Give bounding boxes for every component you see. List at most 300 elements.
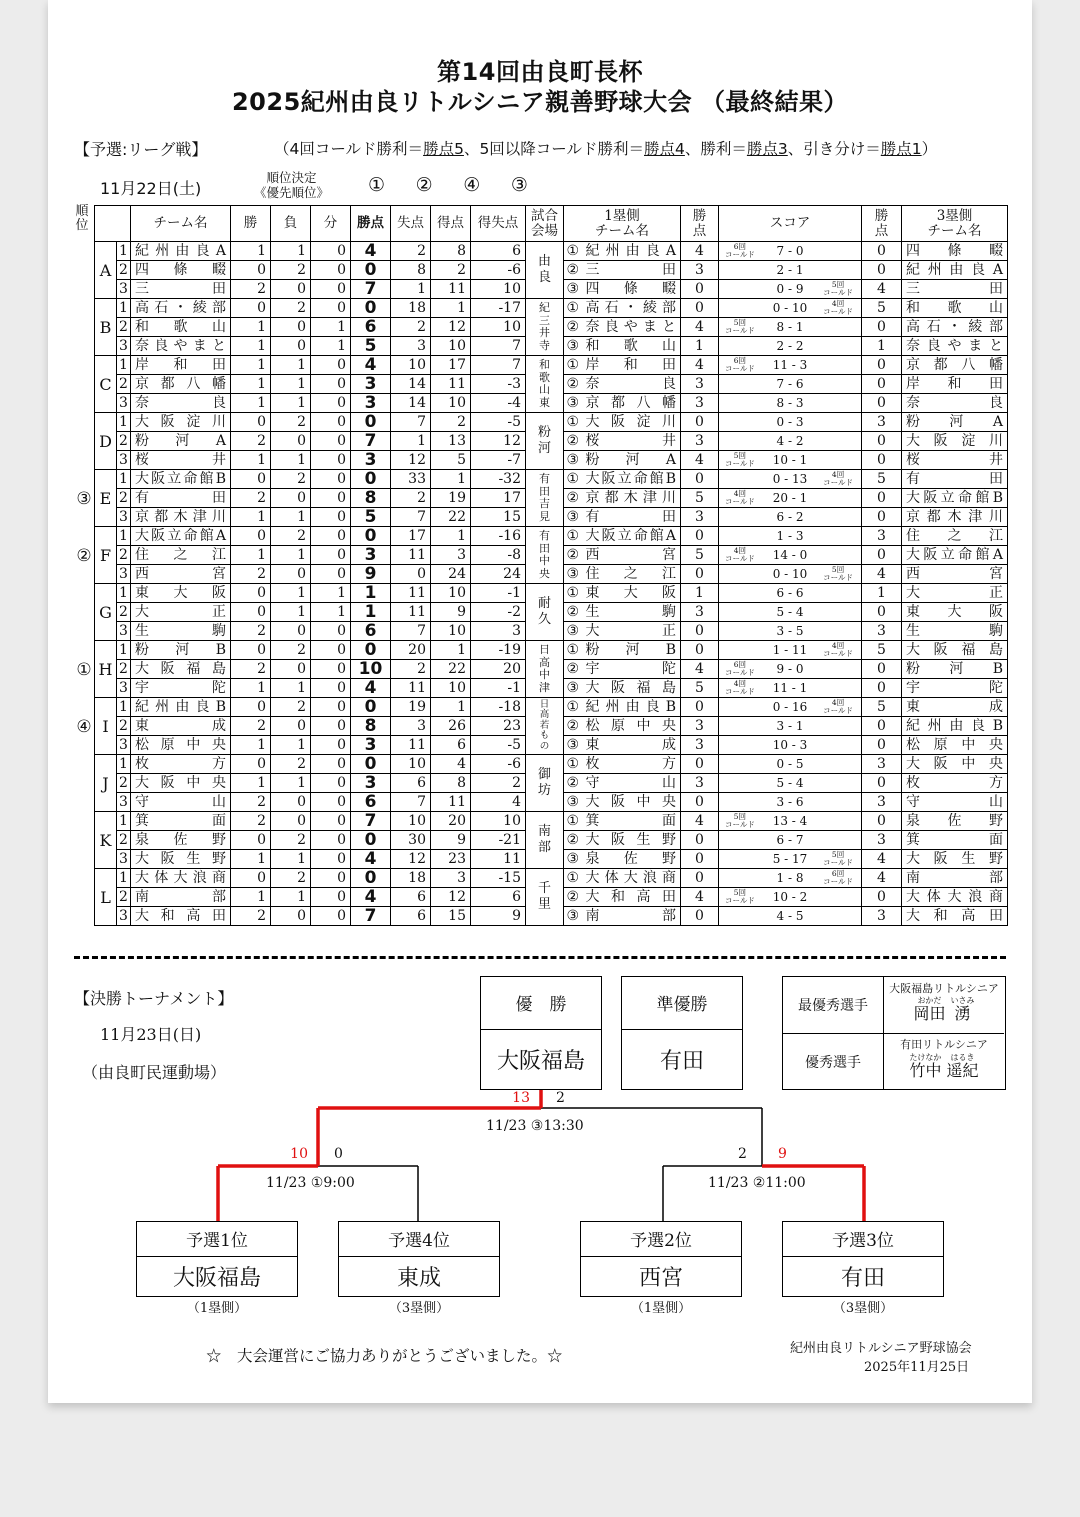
score-first: 10 xyxy=(772,453,788,467)
score-cell xyxy=(719,736,862,755)
wins: 0 xyxy=(231,584,271,603)
points: 7 xyxy=(351,907,391,926)
venue: 日 高 中 津 xyxy=(526,641,564,698)
score-value: 3 - 1 xyxy=(776,719,804,733)
bracket-lines xyxy=(48,1080,1032,1225)
game-number: ① xyxy=(564,584,582,603)
runs-against: 1 xyxy=(391,432,431,451)
score-value: 6 - 7 xyxy=(776,833,804,847)
third-base-team: 奈良 xyxy=(902,394,1008,413)
score-third: 0 xyxy=(795,244,804,258)
run-diff: 11 xyxy=(471,850,526,869)
first-base-team: 大阪福島 xyxy=(582,679,681,698)
third-base-team: 桜井 xyxy=(902,451,1008,470)
first-base-points: 3 xyxy=(681,717,719,736)
team-number: 1 xyxy=(117,527,131,546)
runs-scored: 8 xyxy=(431,242,471,261)
losses: 2 xyxy=(271,299,311,318)
score-third: 8 xyxy=(795,871,804,885)
third-base-points: 1 xyxy=(862,584,902,603)
draws: 1 xyxy=(311,318,351,337)
draws: 0 xyxy=(311,869,351,888)
draws: 0 xyxy=(311,546,351,565)
team-name: 和歌山 xyxy=(131,318,231,337)
priority-3: ④ xyxy=(463,174,481,196)
third-base-team: 有田 xyxy=(902,470,1008,489)
runs-against: 3 xyxy=(391,717,431,736)
team-name: 松原中央 xyxy=(131,736,231,755)
first-base-team: 大阪淀川 xyxy=(582,413,681,432)
runs-scored: 10 xyxy=(431,622,471,641)
team-number: 3 xyxy=(117,793,131,812)
wins: 2 xyxy=(231,812,271,831)
third-base-points: 3 xyxy=(862,622,902,641)
score-third: 10 xyxy=(792,301,808,315)
score-cell xyxy=(719,603,862,622)
score-value: 0 - 13 xyxy=(772,472,808,486)
group-letter: G xyxy=(95,584,117,641)
score-value: 2 - 2 xyxy=(776,339,804,353)
score-first: 3 xyxy=(776,719,785,733)
game-number: ③ xyxy=(564,736,582,755)
called-game-tag: 5回 コールド xyxy=(823,565,853,582)
base-side: （1塁側） xyxy=(630,1301,692,1316)
wins: 0 xyxy=(231,869,271,888)
third-base-team: 大阪生野 xyxy=(902,850,1008,869)
wins: 1 xyxy=(231,356,271,375)
runs-against: 0 xyxy=(391,565,431,584)
group-letter: B xyxy=(95,299,117,356)
team-name: 泉佐野 xyxy=(131,831,231,850)
team-number: 1 xyxy=(117,470,131,489)
draws: 0 xyxy=(311,888,351,907)
losses: 1 xyxy=(271,394,311,413)
third-base-points: 4 xyxy=(862,280,902,299)
runs-against: 6 xyxy=(391,888,431,907)
runs-scored: 24 xyxy=(431,565,471,584)
runs-against: 10 xyxy=(391,755,431,774)
run-diff: -7 xyxy=(471,451,526,470)
first-base-team: 南部 xyxy=(582,907,681,926)
points: 4 xyxy=(351,356,391,375)
first-base-team: 四條畷 xyxy=(582,280,681,299)
organizer: 紀州由良リトルシニア野球協会 xyxy=(790,1341,972,1356)
points: 0 xyxy=(351,261,391,280)
score-first: 1 xyxy=(776,529,785,543)
league-table xyxy=(94,205,1008,926)
game-number: ③ xyxy=(564,850,582,869)
team-number: 1 xyxy=(117,755,131,774)
first-base-points: 0 xyxy=(681,280,719,299)
draws: 0 xyxy=(311,622,351,641)
run-diff: 7 xyxy=(471,356,526,375)
score-value: 0 - 5 xyxy=(776,757,804,771)
score-first: 6 xyxy=(776,833,785,847)
final-label: 【決勝トーナメント】 xyxy=(74,989,234,1008)
losses: 1 xyxy=(271,679,311,698)
score-first: 8 xyxy=(776,320,785,334)
first-base-points: 4 xyxy=(681,356,719,375)
losses: 0 xyxy=(271,622,311,641)
draws: 0 xyxy=(311,755,351,774)
wins: 0 xyxy=(231,261,271,280)
first-base-team: 紀州由良A xyxy=(582,242,681,261)
run-diff: -1 xyxy=(471,584,526,603)
group-letter: H xyxy=(95,641,117,698)
score-third: 0 xyxy=(795,662,804,676)
first-base-points: 0 xyxy=(681,793,719,812)
score-first: 0 xyxy=(772,567,781,581)
run-diff: 12 xyxy=(471,432,526,451)
score-value: 8 - 3 xyxy=(776,396,804,410)
score-cell xyxy=(719,660,862,679)
draws: 0 xyxy=(311,375,351,394)
runs-scored: 1 xyxy=(431,299,471,318)
team-name: 奈良 xyxy=(131,394,231,413)
team-number: 3 xyxy=(117,622,131,641)
run-diff: -6 xyxy=(471,755,526,774)
losses: 1 xyxy=(271,546,311,565)
points: 4 xyxy=(351,850,391,869)
score-third: 1 xyxy=(795,320,804,334)
runs-scored: 12 xyxy=(431,888,471,907)
run-diff: -3 xyxy=(471,375,526,394)
called-game-tag: 4回 コールド xyxy=(725,679,755,696)
run-diff: -21 xyxy=(471,831,526,850)
draws: 0 xyxy=(311,432,351,451)
draws: 0 xyxy=(311,451,351,470)
col-venue: 試合 会場 xyxy=(526,206,564,242)
wins: 0 xyxy=(231,641,271,660)
team-number: 2 xyxy=(117,774,131,793)
runs-scored: 20 xyxy=(431,812,471,831)
runs-scored: 11 xyxy=(431,375,471,394)
draws: 0 xyxy=(311,394,351,413)
third-base-team: 紀州由良B xyxy=(902,717,1008,736)
draws: 0 xyxy=(311,717,351,736)
seed-marker: ② xyxy=(76,546,92,566)
points: 6 xyxy=(351,318,391,337)
score-cell xyxy=(719,717,862,736)
score-value: 8 - 1 xyxy=(776,320,804,334)
col-win: 勝 xyxy=(231,206,271,242)
runs-against: 2 xyxy=(391,489,431,508)
score-cell xyxy=(719,812,862,831)
draws: 0 xyxy=(311,508,351,527)
losses: 1 xyxy=(271,774,311,793)
team-name: 有田 xyxy=(131,489,231,508)
score-first: 1 xyxy=(772,643,781,657)
runner-up-label: 準優勝 xyxy=(622,977,742,1030)
third-base-team: 南部 xyxy=(902,869,1008,888)
team-name: 紀州由良B xyxy=(131,698,231,717)
run-diff: 6 xyxy=(471,242,526,261)
qualifier-rank: 予選4位 xyxy=(339,1222,499,1257)
team-name: 奈良やまと xyxy=(131,337,231,356)
score-value: 0 - 16 xyxy=(772,700,808,714)
runs-against: 7 xyxy=(391,413,431,432)
first-base-team: 粉河B xyxy=(582,641,681,660)
first-base-team: 京都木津川 xyxy=(582,489,681,508)
final-score-1: 13 xyxy=(512,1090,530,1106)
seed-marker: ④ xyxy=(76,717,92,737)
third-base-points: 5 xyxy=(862,470,902,489)
points: 7 xyxy=(351,280,391,299)
score-cell xyxy=(719,470,862,489)
first-base-points: 4 xyxy=(681,888,719,907)
game-number: ③ xyxy=(564,280,582,299)
table-row xyxy=(95,641,1008,660)
third-base-team: 京都八幡 xyxy=(902,356,1008,375)
losses: 0 xyxy=(271,907,311,926)
table-row xyxy=(95,413,1008,432)
third-base-team: 東大阪 xyxy=(902,603,1008,622)
third-base-team: 松原中央 xyxy=(902,736,1008,755)
wins: 0 xyxy=(231,831,271,850)
first-base-points: 0 xyxy=(681,907,719,926)
draws: 0 xyxy=(311,774,351,793)
first-base-points: 4 xyxy=(681,812,719,831)
score-value: 11 - 3 xyxy=(772,358,808,372)
mvp-label: 最優秀選手 xyxy=(798,998,868,1014)
third-base-team: 宇陀 xyxy=(902,679,1008,698)
score-cell xyxy=(719,394,862,413)
group-letter: A xyxy=(95,242,117,299)
team-name: 高石・綾部 xyxy=(131,299,231,318)
team-number: 3 xyxy=(117,565,131,584)
points: 0 xyxy=(351,755,391,774)
score-value: 10 - 3 xyxy=(772,738,808,752)
score-cell xyxy=(719,698,862,717)
first-base-points: 0 xyxy=(681,641,719,660)
points: 0 xyxy=(351,413,391,432)
runs-against: 12 xyxy=(391,451,431,470)
team-name: 西宮 xyxy=(638,1265,683,1291)
champion-label: 優 勝 xyxy=(481,977,601,1030)
score-value: 0 - 3 xyxy=(776,415,804,429)
team-name: 四條畷 xyxy=(131,261,231,280)
run-diff: 3 xyxy=(471,622,526,641)
runs-against: 3 xyxy=(391,337,431,356)
draws: 0 xyxy=(311,413,351,432)
col-rank-blank xyxy=(95,206,131,242)
score-value: 3 - 6 xyxy=(776,795,804,809)
score-cell xyxy=(719,622,862,641)
team-number: 1 xyxy=(117,812,131,831)
runs-against: 6 xyxy=(391,774,431,793)
runs-against: 8 xyxy=(391,261,431,280)
runs-against: 18 xyxy=(391,299,431,318)
score-first: 4 xyxy=(776,909,785,923)
score-cell xyxy=(719,755,862,774)
run-diff: 15 xyxy=(471,508,526,527)
runs-scored: 19 xyxy=(431,489,471,508)
seed-marker: ③ xyxy=(76,489,92,509)
score-third: 10 xyxy=(792,567,808,581)
runs-against: 11 xyxy=(391,603,431,622)
runs-against: 2 xyxy=(391,318,431,337)
wins: 1 xyxy=(231,242,271,261)
venue: 南 部 xyxy=(526,812,564,869)
first-base-team: 生駒 xyxy=(582,603,681,622)
group-letter: E xyxy=(95,470,117,527)
first-base-team: 泉佐野 xyxy=(582,850,681,869)
first-base-team: 大体大浪商 xyxy=(582,869,681,888)
first-base-points: 0 xyxy=(681,850,719,869)
team-number: 2 xyxy=(117,831,131,850)
thanks-message: ☆ 大会運営にご協力ありがとうございました。☆ xyxy=(206,1347,563,1365)
group-letter: J xyxy=(95,755,117,812)
score-value: 5 - 4 xyxy=(776,776,804,790)
mvp-name: おかだ 岡田 いさみ 湧 xyxy=(913,996,975,1023)
points: 6 xyxy=(351,793,391,812)
score-third: 6 xyxy=(795,795,804,809)
draws: 0 xyxy=(311,565,351,584)
third-base-points: 0 xyxy=(862,717,902,736)
first-base-team: 高石・綾部 xyxy=(582,299,681,318)
game-number: ① xyxy=(564,869,582,888)
points: 1 xyxy=(351,584,391,603)
third-base-team: 三田 xyxy=(902,280,1008,299)
points: 3 xyxy=(351,375,391,394)
team-name: 宇陀 xyxy=(131,679,231,698)
game-number: ① xyxy=(564,299,582,318)
draws: 0 xyxy=(311,736,351,755)
priority-label: 順位決定 《優先順位》 xyxy=(254,170,330,200)
first-base-points: 4 xyxy=(681,318,719,337)
first-base-team: 大正 xyxy=(582,622,681,641)
team-name: 大阪生野 xyxy=(131,850,231,869)
team-name: 桜井 xyxy=(131,451,231,470)
draws: 1 xyxy=(311,603,351,622)
score-third: 2 xyxy=(795,434,804,448)
third-base-team: 大阪淀川 xyxy=(902,432,1008,451)
called-game-tag: 6回 コールド xyxy=(725,356,755,373)
score-first: 5 xyxy=(772,852,781,866)
col-first-points: 勝 点 xyxy=(681,206,719,242)
runs-scored: 22 xyxy=(431,660,471,679)
run-diff: 9 xyxy=(471,907,526,926)
team-number: 3 xyxy=(117,736,131,755)
losses: 1 xyxy=(271,603,311,622)
first-base-team: 箕面 xyxy=(582,812,681,831)
first-base-points: 3 xyxy=(681,774,719,793)
team-number: 3 xyxy=(117,679,131,698)
venue: 紀 三 井 寺 xyxy=(526,299,564,356)
team-number: 1 xyxy=(117,584,131,603)
losses: 1 xyxy=(271,508,311,527)
score-first: 10 xyxy=(772,890,788,904)
third-base-points: 0 xyxy=(862,375,902,394)
third-base-team: 枚方 xyxy=(902,774,1008,793)
game-number: ② xyxy=(564,660,582,679)
first-base-team: 桜井 xyxy=(582,432,681,451)
points: 8 xyxy=(351,489,391,508)
third-base-team: 奈良やまと xyxy=(902,337,1008,356)
first-base-points: 0 xyxy=(681,622,719,641)
first-base-points: 3 xyxy=(681,261,719,280)
seed-marker: ① xyxy=(76,660,92,680)
score-value: 0 - 10 xyxy=(772,301,808,315)
draws: 0 xyxy=(311,356,351,375)
first-base-team: 和歌山 xyxy=(582,337,681,356)
score-cell xyxy=(719,261,862,280)
wins: 2 xyxy=(231,565,271,584)
called-game-tag: 4回 コールド xyxy=(725,546,755,563)
team-number: 1 xyxy=(117,698,131,717)
semi1-time: 11/23 ①9:00 xyxy=(266,1175,355,1191)
score-cell xyxy=(719,489,862,508)
best-player-label: 優秀選手 xyxy=(805,1055,861,1071)
game-number: ③ xyxy=(564,565,582,584)
score-cell xyxy=(719,337,862,356)
score-third: 0 xyxy=(799,548,808,562)
wins: 0 xyxy=(231,527,271,546)
score-cell xyxy=(719,793,862,812)
score-value: 3 - 5 xyxy=(776,624,804,638)
wins: 0 xyxy=(231,470,271,489)
game-number: ② xyxy=(564,774,582,793)
score-third: 3 xyxy=(795,396,804,410)
team-name: 大阪福島 xyxy=(172,1265,261,1291)
base-side: （1塁側） xyxy=(186,1301,248,1316)
third-base-team: 粉河B xyxy=(902,660,1008,679)
score-first: 0 xyxy=(776,415,785,429)
score-first: 9 xyxy=(776,662,785,676)
col-score: スコア xyxy=(719,206,862,242)
venue: 由 良 xyxy=(526,242,564,299)
team-name: 紀州由良A xyxy=(131,242,231,261)
points: 3 xyxy=(351,546,391,565)
final-score-2: 2 xyxy=(556,1090,565,1106)
runs-scored: 6 xyxy=(431,736,471,755)
third-base-points: 0 xyxy=(862,242,902,261)
qualifier-rank: 予選3位 xyxy=(783,1222,943,1257)
team-number: 2 xyxy=(117,432,131,451)
run-diff: 20 xyxy=(471,660,526,679)
group-letter: D xyxy=(95,413,117,470)
team-name: 大阪立命館A xyxy=(131,527,231,546)
venue: 有 田 中 央 xyxy=(526,527,564,584)
score-cell xyxy=(719,451,862,470)
tournament-team-box xyxy=(782,1221,944,1297)
team-number: 3 xyxy=(117,394,131,413)
run-diff: 24 xyxy=(471,565,526,584)
third-base-points: 0 xyxy=(862,432,902,451)
wins: 1 xyxy=(231,546,271,565)
losses: 1 xyxy=(271,888,311,907)
third-base-team: 四條畷 xyxy=(902,242,1008,261)
semi2-score-2: 9 xyxy=(778,1146,787,1162)
wins: 1 xyxy=(231,508,271,527)
called-game-tag: 5回 コールド xyxy=(725,318,755,335)
game-number: ① xyxy=(564,698,582,717)
runs-against: 7 xyxy=(391,793,431,812)
table-row xyxy=(95,755,1008,774)
venue: 粉 河 xyxy=(526,413,564,470)
team-number: 3 xyxy=(117,280,131,299)
group-letter: L xyxy=(95,869,117,926)
score-cell xyxy=(719,280,862,299)
score-value: 0 - 10 xyxy=(772,567,808,581)
points: 4 xyxy=(351,679,391,698)
runs-against: 1 xyxy=(391,280,431,299)
points: 4 xyxy=(351,888,391,907)
tournament-team-box xyxy=(136,1221,298,1297)
team-name: 三田 xyxy=(131,280,231,299)
runs-scored: 5 xyxy=(431,451,471,470)
runs-scored: 1 xyxy=(431,698,471,717)
